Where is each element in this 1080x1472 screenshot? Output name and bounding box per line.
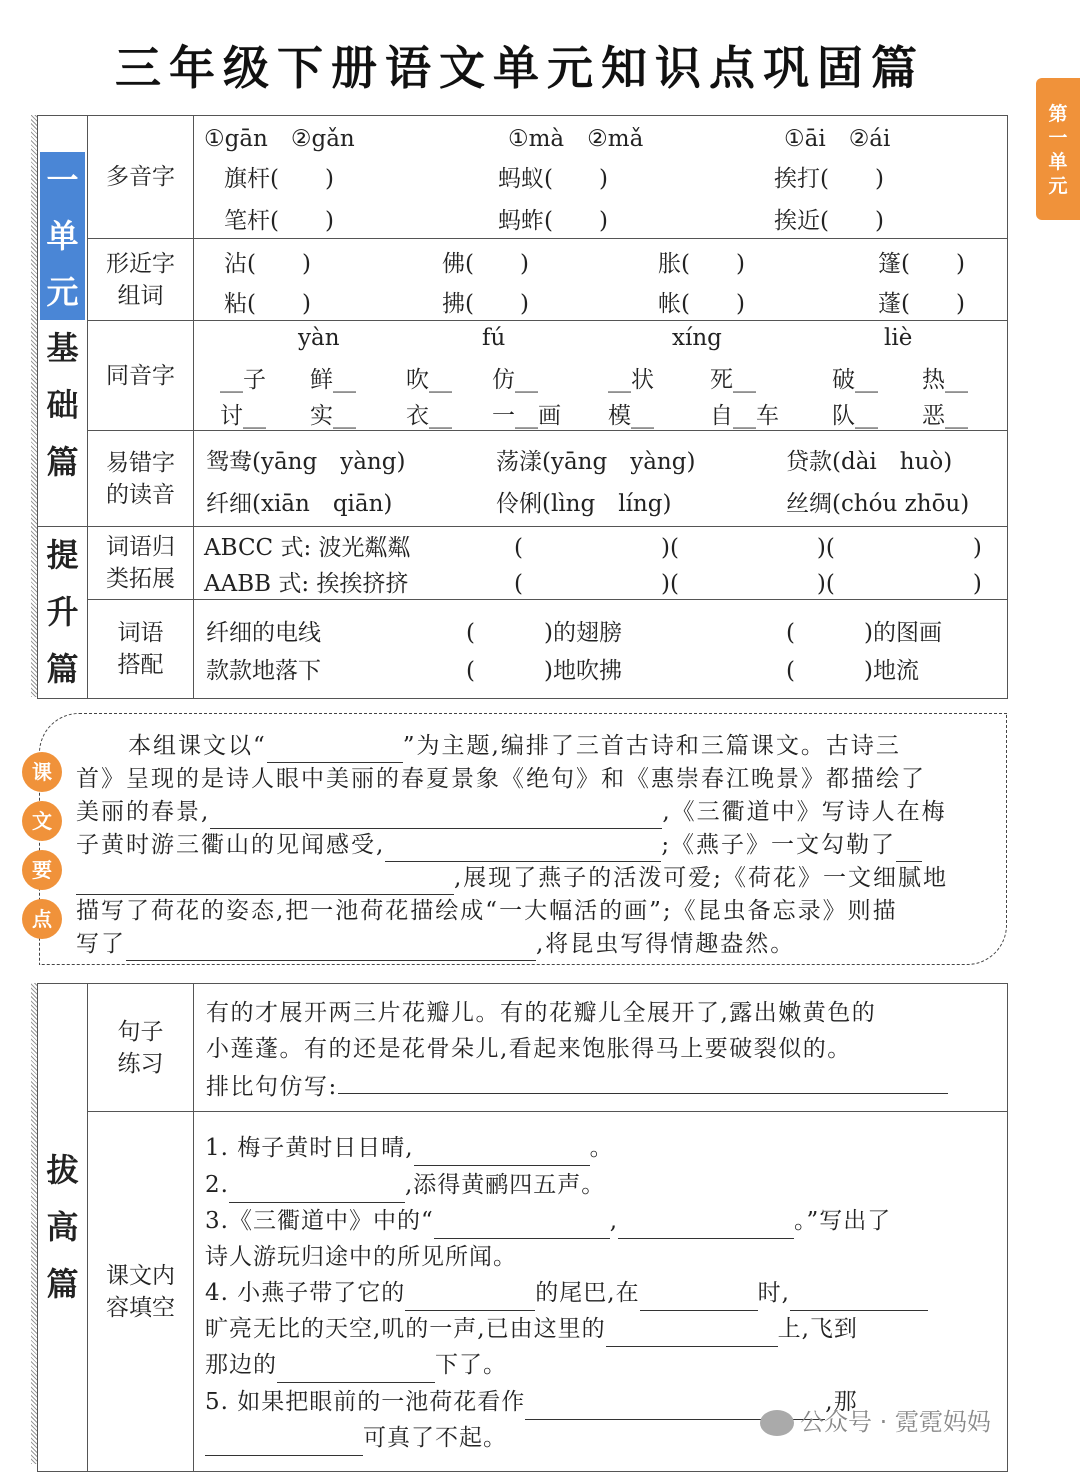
blank[interactable] [606, 1324, 778, 1347]
duoyin-item: 挨近( ) [774, 208, 884, 234]
tongyin-item: __状 [608, 367, 654, 393]
yicuo-content [194, 431, 1008, 527]
dapei-item: ( )的图画 [786, 620, 942, 647]
tongyin-item: 破__ [832, 367, 878, 393]
q2 [205, 1167, 605, 1203]
tab-char: 单 [1048, 151, 1068, 173]
xingjin-item: 粘( ) [224, 291, 311, 317]
blank[interactable] [210, 806, 662, 829]
section-char: 拔 [46, 1151, 79, 1189]
text-span: ,那 [825, 1389, 858, 1415]
tab-char: 元 [1048, 175, 1068, 197]
blank[interactable] [790, 1288, 928, 1311]
section-char: 篇 [46, 442, 79, 481]
dapei-item: 款款地落下 [206, 658, 321, 685]
text-span: 那边的 [205, 1352, 277, 1378]
xingjin-item: 帐( ) [658, 291, 745, 317]
watermark-text: 公众号 · 霓霓妈妈 [800, 1408, 991, 1436]
ciyu-example: ABCC 式: 波光粼粼 [204, 535, 411, 561]
xingjin-item: 篷( ) [878, 251, 965, 277]
text-span: 1. 梅子黄时日日晴, [205, 1135, 414, 1161]
q1 [205, 1130, 614, 1166]
label-line: 练习 [117, 1050, 164, 1077]
kewen-circle: 课 [22, 752, 62, 792]
duoyin-item: 蚂蚁( ) [498, 166, 608, 192]
blank[interactable] [229, 1180, 405, 1203]
xingjin-item: 佛( ) [442, 251, 529, 277]
duoyin-item: 笔杆( ) [224, 208, 334, 234]
q3 [205, 1203, 891, 1239]
xingjin-item: 胀( ) [658, 251, 745, 277]
tongyin-item: 死__ [710, 367, 756, 393]
text-span: 3.《三衢道中》中的“ [205, 1208, 434, 1234]
pinyin-hint: yàn [298, 325, 340, 351]
dapei-item: ( )地吹拂 [466, 658, 622, 685]
text-span: ,《三衢道中》写诗人在梅 [662, 799, 947, 825]
text-span: ;《燕子》一文勾勒了 [661, 832, 897, 858]
tongyin-item: 实__ [310, 403, 356, 429]
text-span: 可真了不起。 [363, 1425, 507, 1451]
ciyu-example: AABB 式: 挨挨挤挤 [204, 571, 409, 597]
blank[interactable] [385, 839, 661, 862]
text-span: 旷亮无比的天空,叽的一声,已由这里的 [205, 1316, 606, 1342]
xingjin-item: 蓬( ) [878, 291, 965, 317]
text-span: ”为主题,编排了三首古诗和三篇课文。古诗三 [402, 733, 901, 759]
section-char: 一 [40, 152, 85, 208]
juzi-text: 有的才展开两三片花瓣儿。有的花瓣儿全展开了,露出嫩黄色的 [206, 1000, 877, 1026]
label-line: 词语归 [106, 534, 175, 561]
section-char: 升 [46, 593, 79, 631]
blank[interactable] [338, 1071, 948, 1094]
label-line: 容填空 [106, 1294, 175, 1321]
tongyin-item: 队__ [832, 403, 878, 429]
label-tongyin: 同音字 [88, 321, 194, 431]
blank[interactable] [76, 872, 454, 895]
tongyin-item: __子 [220, 367, 266, 393]
tongyin-item: 热__ [922, 367, 968, 393]
page-title: 三年级下册语文单元知识点巩固篇 [115, 41, 925, 95]
label-juzi [88, 984, 194, 1112]
label-line: 形近字 [106, 250, 175, 277]
blank[interactable] [896, 839, 922, 862]
section-char: 基 [46, 328, 79, 367]
text-span: 上,飞到 [777, 1316, 858, 1342]
pinyin-hint: ①mà ②mǎ [508, 126, 644, 152]
pinyin-hint: ①gān ②gǎn [204, 126, 355, 152]
text-span: ,展现了燕子的活泼可爱;《荷花》一文细腻地 [454, 865, 949, 891]
q5-cont [205, 1420, 507, 1456]
section-tisheng [38, 527, 88, 699]
duoyin-item: 蚂蚱( ) [498, 208, 608, 234]
xingjin-item: 沾( ) [224, 251, 311, 277]
blank[interactable] [414, 1143, 590, 1166]
label-line: 搭配 [117, 652, 164, 679]
text-span: 。 [589, 1135, 614, 1161]
q4-cont2 [205, 1347, 507, 1383]
yicuo-item: 贷款(dài huò) [786, 449, 953, 475]
pinyin-hint: xíng [672, 325, 722, 351]
yicuo-item: 荡漾(yāng yàng) [496, 449, 696, 475]
juzi-answer-row [206, 1068, 948, 1101]
tab-char: 一 [1048, 127, 1068, 149]
label-ciyu-da [88, 600, 194, 699]
text-line: 首》呈现的是诗人眼中美丽的春夏景象《绝句》和《惠崇春江晚景》都描绘了 [76, 766, 926, 792]
dapei-item: ( )地流 [786, 658, 919, 685]
section-char: 提 [46, 536, 79, 574]
dapei-item: ( )的翅膀 [466, 620, 622, 647]
blank[interactable] [405, 1288, 535, 1311]
text-line: 描写了荷花的姿态,把一池荷花描绘成“一大幅活的画”;《昆虫备忘录》则描 [76, 898, 898, 924]
tongyin-item: 模__ [608, 403, 654, 429]
text-span: ,将昆虫写得情趣盎然。 [536, 931, 796, 957]
section-char: 单 [40, 208, 85, 264]
xingjin-item: 拂( ) [442, 291, 529, 317]
section-char: 高 [46, 1208, 79, 1246]
blank[interactable] [277, 1360, 435, 1383]
kewen-paragraph [76, 730, 991, 961]
xingjin-content [194, 239, 1008, 321]
pinyin-hint: fú [482, 325, 506, 351]
ciyu-blanks[interactable]: ( )( )( ) [514, 571, 982, 597]
pinyin-hint: liè [884, 325, 913, 351]
tongyin-item: 衣__ [406, 403, 452, 429]
text-span: ,添得黄鹂四五声。 [404, 1172, 606, 1198]
text-span: 子黄时游三衢山的见闻感受, [76, 832, 386, 858]
label-line: 组词 [117, 282, 164, 309]
section-char: 篇 [46, 650, 79, 688]
yicuo-item: 丝绸(chóu zhōu) [786, 491, 970, 517]
text-span: , [609, 1208, 619, 1234]
duoyinzi-content [194, 116, 1008, 239]
kewen-circle: 要 [22, 850, 62, 890]
duoyin-item: 挨打( ) [774, 166, 884, 192]
text-span: 4. 小燕子带了它的 [205, 1280, 406, 1306]
ciyu-da-content [194, 600, 1008, 699]
dapei-item: 纤细的电线 [206, 620, 321, 647]
label-duoyinzi: 多音字 [88, 116, 194, 239]
section-char: 元 [40, 264, 85, 320]
tongyin-item: 讨__ [220, 403, 266, 429]
section-char: 篇 [46, 1265, 79, 1303]
pinyin-hint: ①āi ②ái [784, 126, 891, 152]
text-span: 下了。 [435, 1352, 507, 1378]
label-line: 课文内 [106, 1262, 175, 1289]
label-xingjin [88, 239, 194, 321]
juzi-prompt: 排比句仿写: [206, 1074, 338, 1100]
blank[interactable] [267, 740, 403, 763]
text-span: 5. 如果把眼前的一池荷花看作 [205, 1389, 526, 1415]
kewen-circle: 点 [22, 899, 62, 939]
blank[interactable] [205, 1433, 363, 1456]
basics-table [37, 115, 1008, 699]
label-tiankong [88, 1112, 194, 1472]
label-yicuo [88, 431, 194, 527]
section-bagao [38, 984, 88, 1472]
q4-cont [205, 1311, 858, 1347]
ciyu-gui-content [194, 527, 1008, 600]
text-span: 写了 [76, 931, 126, 957]
label-line: 词语 [117, 620, 164, 647]
blank[interactable] [126, 938, 536, 961]
text-span: 本组课文以“ [128, 733, 267, 759]
q4 [205, 1275, 928, 1311]
watermark [760, 1402, 991, 1437]
yicuo-item: 纤细(xiān qiān) [206, 491, 393, 517]
unit-tab[interactable] [1036, 78, 1080, 220]
section-char: 础 [46, 385, 79, 424]
label-line: 易错字 [106, 449, 175, 476]
yicuo-item: 伶俐(lìng líng) [496, 491, 672, 517]
text-span: 时, [757, 1280, 790, 1306]
wechat-icon [760, 1410, 794, 1436]
tongyin-item: 仿__ [492, 367, 538, 393]
juzi-text: 小莲蓬。有的还是花骨朵儿,看起来饱胀得马上要破裂似的。 [206, 1036, 852, 1062]
tab-char: 第 [1048, 103, 1068, 125]
blank[interactable] [618, 1216, 794, 1239]
label-ciyu-gui [88, 527, 194, 600]
text-span: 的尾巴,在 [535, 1280, 640, 1306]
tongyin-item: 鲜__ [310, 367, 356, 393]
label-line: 句子 [117, 1018, 164, 1045]
label-line: 的读音 [106, 481, 175, 508]
section-jichu [38, 116, 88, 527]
juzi-content [194, 984, 1008, 1112]
text-span: 。”写出了 [794, 1208, 892, 1234]
tongyin-item: 恶__ [922, 403, 968, 429]
label-line: 类拓展 [106, 566, 175, 593]
tongyin-content [194, 321, 1008, 431]
blank[interactable] [434, 1216, 610, 1239]
text-span: 2. [205, 1172, 229, 1198]
ciyu-blanks[interactable]: ( )( )( ) [514, 535, 982, 561]
tongyin-item: 一__画 [492, 403, 561, 429]
kewen-circle: 文 [22, 801, 62, 841]
text-span: 美丽的春景, [76, 799, 211, 825]
q3-cont: 诗人游玩归途中的所见所闻。 [205, 1244, 517, 1270]
tongyin-item: 吹__ [406, 367, 452, 393]
yicuo-item: 鸳鸯(yāng yàng) [206, 449, 406, 475]
tongyin-item: 自__车 [710, 403, 779, 429]
blank[interactable] [640, 1288, 758, 1311]
duoyin-item: 旗杆( ) [224, 166, 334, 192]
